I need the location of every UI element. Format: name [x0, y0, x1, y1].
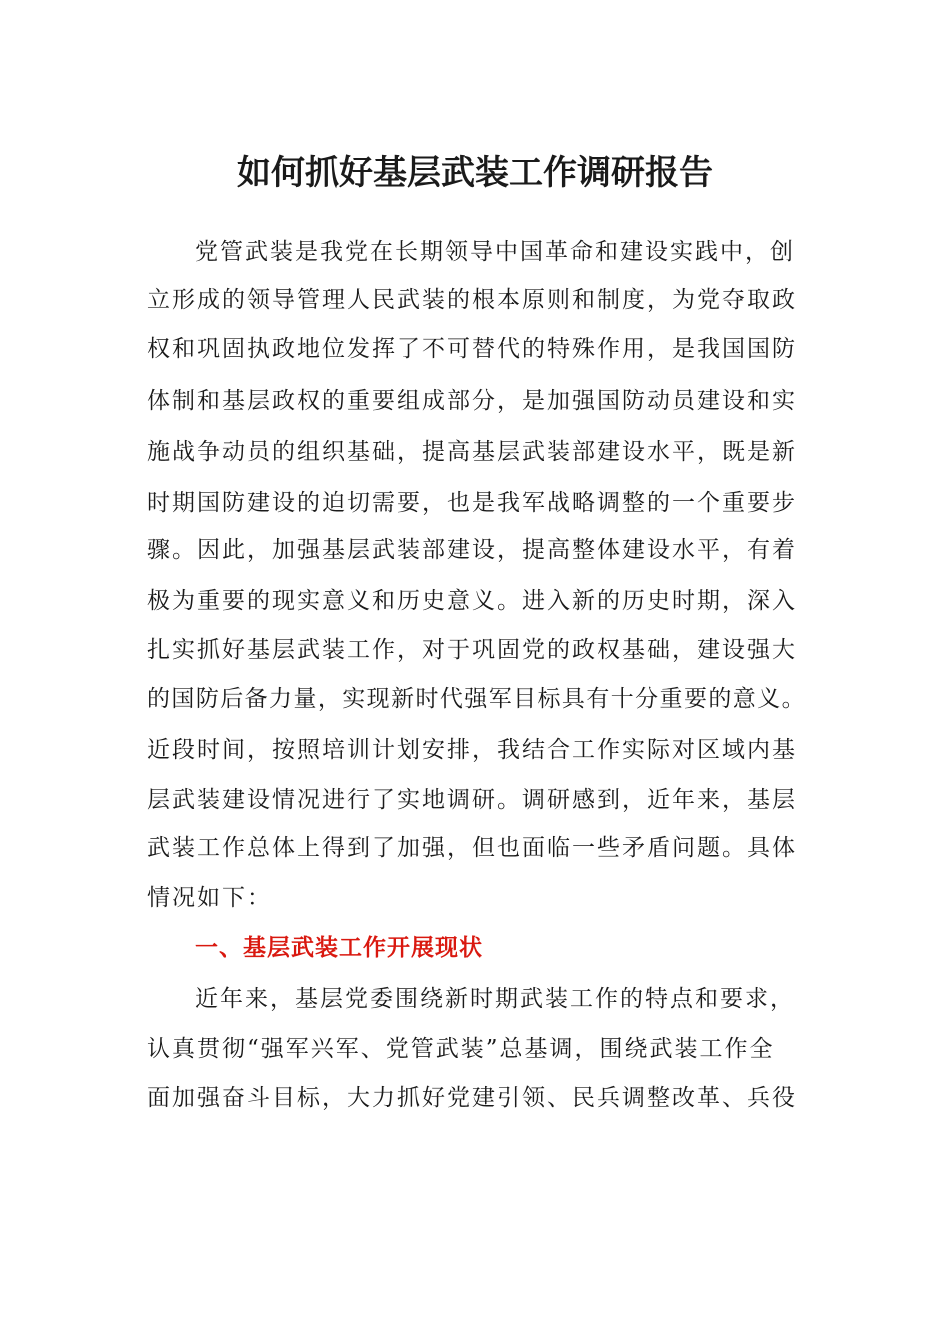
section-heading: 一、基层武装工作开展现状: [195, 935, 483, 961]
document-title: 如何抓好基层武装工作调研报告: [237, 153, 713, 193]
paragraph-line: 体制和基层政权的重要组成部分，是加强国防动员建设和实: [147, 388, 797, 414]
paragraph-line: 情况如下：: [147, 885, 272, 911]
paragraph-line: 党管武装是我党在长期领导中国革命和建设实践中，创: [195, 239, 795, 265]
paragraph-line: 的国防后备力量，实现新时代强军目标具有十分重要的意义。: [147, 686, 806, 712]
paragraph-line: 骤。因此，加强基层武装部建设，提高整体建设水平，有着: [147, 537, 797, 563]
paragraph-line: 时期国防建设的迫切需要，也是我军战略调整的一个重要步: [147, 490, 797, 516]
paragraph-line: 扎实抓好基层武装工作，对于巩固党的政权基础，建设强大: [147, 637, 797, 663]
paragraph-line: 近段时间，按照培训计划安排，我结合工作实际对区域内基: [147, 737, 797, 763]
paragraph-line: 认真贯彻“强军兴军、党管武装”总基调，围绕武装工作全: [147, 1036, 775, 1062]
paragraph-line: 极为重要的现实意义和历史意义。进入新的历史时期，深入: [147, 588, 797, 614]
paragraph-line: 武装工作总体上得到了加强，但也面临一些矛盾问题。具体: [147, 835, 797, 861]
paragraph-line: 施战争动员的组织基础，提高基层武装部建设水平，既是新: [147, 439, 797, 465]
paragraph-line: 层武装建设情况进行了实地调研。调研感到，近年来，基层: [147, 787, 797, 813]
paragraph-line: 近年来，基层党委围绕新时期武装工作的特点和要求，: [195, 986, 795, 1012]
paragraph-line: 面加强奋斗目标，大力抓好党建引领、民兵调整改革、兵役: [147, 1085, 797, 1111]
paragraph-line: 立形成的领导管理人民武装的根本原则和制度，为党夺取政: [147, 287, 797, 313]
paragraph-line: 权和巩固执政地位发挥了不可替代的特殊作用，是我国国防: [147, 336, 797, 362]
